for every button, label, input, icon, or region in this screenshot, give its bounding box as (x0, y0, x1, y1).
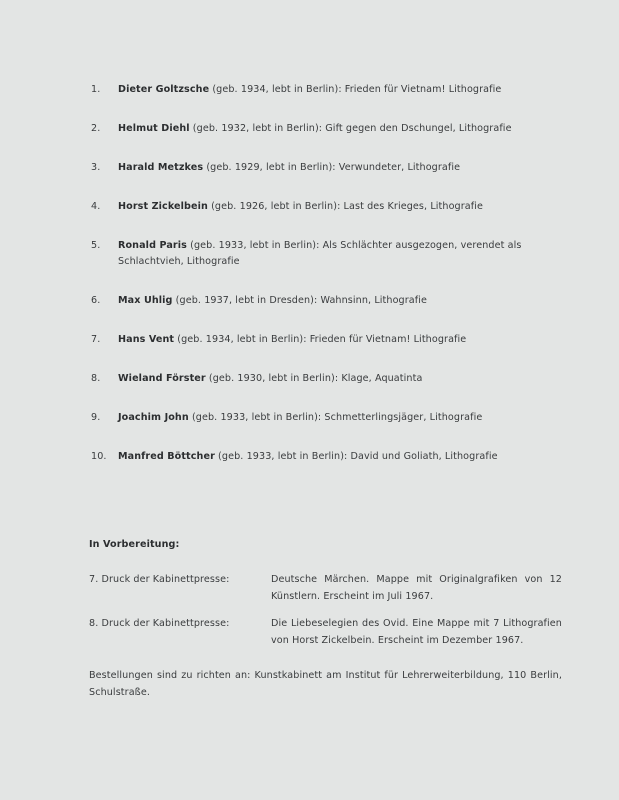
item-number: 2. (91, 123, 101, 134)
list-item (91, 410, 571, 426)
preparation-item (89, 572, 562, 605)
list-item (91, 238, 571, 269)
item-number: 3. (91, 162, 101, 173)
artist-name: Manfred Böttcher (118, 450, 215, 462)
artist-name: Dieter Goltzsche (118, 84, 210, 95)
item-number: 4. (91, 201, 101, 212)
item-number: 1. (91, 84, 101, 95)
print-description: Die Liebeselegien des Ovid. Eine Mappe mit 7 Lithografien von Horst Zickelbein. Erscheint im Dezember 1967. (271, 618, 562, 646)
item-number: 5. (91, 240, 101, 251)
artwork-details: (geb. 1929, lebt in Berlin): Verwundeter, Lithografie (203, 162, 461, 173)
item-number: 6. (91, 294, 101, 306)
artist-name: Joachim John (118, 411, 189, 423)
artwork-details: (geb. 1934, lebt in Berlin): Frieden für Vietnam! Lithografie (209, 84, 502, 95)
artist-name: Wieland Förster (118, 372, 206, 384)
artist-name: Max Uhlig (118, 294, 173, 306)
artwork-details: (geb. 1937, lebt in Dresden): Wahnsinn, Lithografie (172, 294, 428, 306)
print-description: Deutsche Märchen. Mappe mit Originalgrafiken von 12 Künstlern. Erscheint im Juli 1967. (271, 574, 562, 602)
artist-name: Ronald Paris (118, 240, 187, 251)
order-info: Bestellungen sind zu richten an: Kunstkabinett am Institut für Lehrerweiterbildung, 110 Berlin, Schulstraße. (89, 670, 562, 698)
artwork-details: (geb. 1930, lebt in Berlin): Klage, Aquatinta (205, 372, 423, 384)
list-item (91, 449, 571, 465)
list-item (91, 371, 571, 387)
list-item (91, 332, 571, 348)
list-item (91, 199, 571, 215)
print-number-label: 7. Druck der Kabinettpresse: (89, 574, 230, 585)
list-item (91, 293, 571, 309)
artwork-list (91, 82, 571, 488)
print-number-label: 8. Druck der Kabinettpresse: (89, 618, 230, 629)
list-item (91, 82, 571, 98)
list-item (91, 121, 571, 137)
item-number: 10. (91, 450, 107, 462)
artwork-details: (geb. 1934, lebt in Berlin): Frieden für Vietnam! Lithografie (174, 333, 467, 345)
list-item (91, 160, 571, 176)
artwork-details: (geb. 1926, lebt in Berlin): Last des Krieges, Lithografie (207, 201, 484, 212)
artwork-details: (geb. 1933, lebt in Berlin): Schmetterlingsjäger, Lithografie (188, 411, 483, 423)
artwork-details: (geb. 1932, lebt in Berlin): Gift gegen den Dschungel, Lithografie (189, 123, 512, 134)
artist-name: Harald Metzkes (118, 162, 204, 173)
item-number: 7. (91, 333, 101, 345)
artwork-details: (geb. 1933, lebt in Berlin): Als Schlächter ausgezogen, verendet als Schlachtvieh, Lithografie (118, 240, 522, 267)
item-number: 9. (91, 411, 101, 423)
artist-name: Horst Zickelbein (118, 201, 208, 212)
artist-name: Helmut Diehl (118, 123, 190, 134)
artist-name: Hans Vent (118, 333, 175, 345)
preparation-item (89, 616, 562, 649)
item-number: 8. (91, 372, 101, 384)
artwork-details: (geb. 1933, lebt in Berlin): David und Goliath, Lithografie (214, 450, 498, 462)
preparation-heading: In Vorbereitung: (89, 539, 180, 550)
